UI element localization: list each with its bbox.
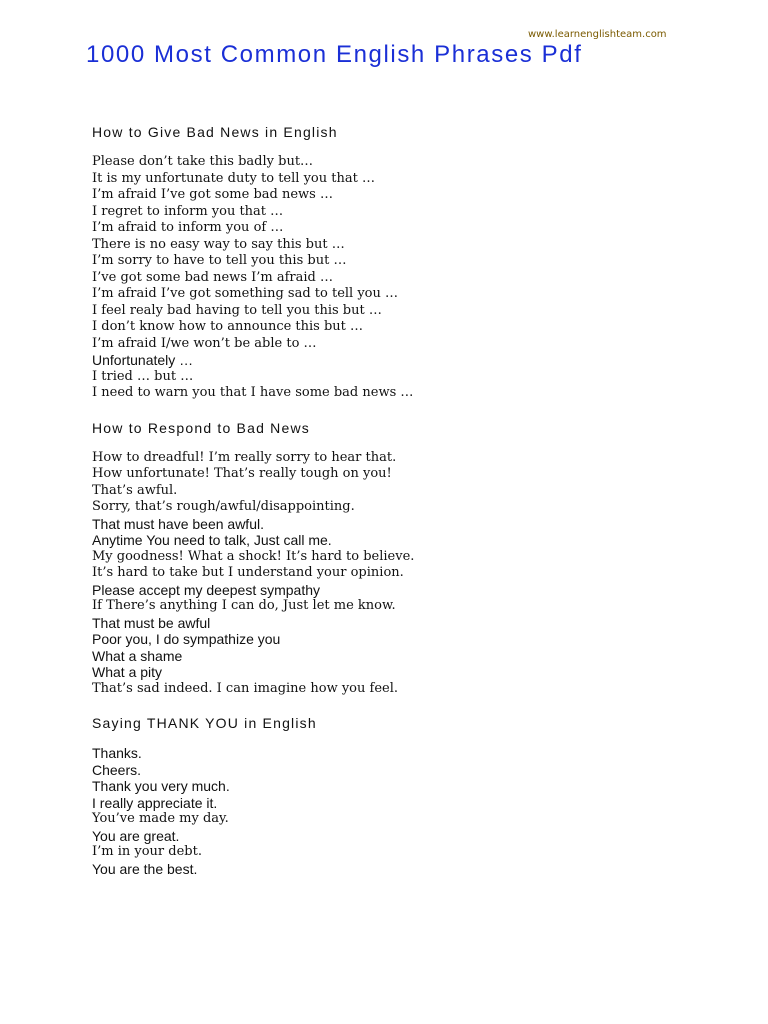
phrase-item: That’s awful. (92, 482, 178, 498)
site-url[interactable]: www.learnenglishteam.com (528, 29, 667, 40)
phrase-item: I’ve got some bad news I’m afraid … (92, 269, 333, 285)
section-heading: Saying THANK YOU in English (92, 715, 317, 731)
phrase-item: Thanks. (92, 745, 142, 761)
phrase-item: If There’s anything I can do, Just let me know. (92, 598, 396, 613)
phrase-item: How unfortunate! That’s really tough on you! (92, 466, 392, 481)
phrase-item: I regret to inform you that … (92, 203, 284, 219)
section-heading: How to Give Bad News in English (92, 124, 338, 140)
phrase-item: What a shame (92, 647, 183, 664)
phrase-item: I need to warn you that I have some bad news … (92, 385, 414, 400)
section-thank-you (92, 713, 732, 877)
phrase-item: I don’t know how to announce this but … (92, 319, 364, 334)
phrase-item: How to dreadful! I’m really sorry to hear that. (92, 449, 397, 465)
section-heading: How to Respond to Bad News (92, 419, 310, 436)
phrase-item: Unfortunately … (92, 352, 194, 368)
phrase-item: I feel realy bad having to tell you this but … (92, 302, 382, 318)
phrase-list (92, 154, 732, 402)
phrase-item: You are the best. (92, 860, 198, 877)
phrase-item: Please don’t take this badly but… (92, 154, 314, 169)
phrase-item: Please accept my deepest sympathy (92, 581, 321, 598)
section-give-bad-news (92, 122, 732, 402)
phrase-item: It is my unfortunate duty to tell you that … (92, 170, 375, 186)
phrase-item: I tried … but … (92, 368, 194, 384)
phrase-item: That’s sad indeed. I can imagine how you feel. (92, 680, 398, 696)
phrase-item: Sorry, that’s rough/awful/disappointing. (92, 499, 355, 514)
section-respond-bad-news (92, 418, 732, 698)
phrase-item: What a pity (92, 664, 163, 680)
phrase-item: I’m afraid to inform you of … (92, 220, 284, 235)
phrase-item: I’m afraid I’ve got something sad to tell you … (92, 286, 399, 301)
page-title: 1000 Most Common English Phrases Pdf (86, 41, 583, 68)
phrase-item: You are great. (92, 827, 180, 844)
phrase-item: Cheers. (92, 761, 142, 778)
phrase-item: Anytime You need to talk, Just call me. (92, 532, 332, 548)
phrase-item: That must be awful (92, 614, 211, 631)
phrase-list (92, 745, 732, 877)
phrase-item: That must have been awful. (92, 515, 264, 532)
phrase-list (92, 450, 732, 698)
phrase-item: I really appreciate it. (92, 794, 218, 811)
document-body (92, 122, 732, 893)
phrase-item: My goodness! What a shock! It’s hard to believe. (92, 548, 415, 564)
phrase-item: I’m afraid I’ve got some bad news … (92, 187, 333, 202)
phrase-item: Thank you very much. (92, 778, 230, 794)
phrase-item: I’m afraid I/we won’t be able to … (92, 335, 317, 351)
phrase-item: It’s hard to take but I understand your opinion. (92, 565, 404, 580)
phrase-item: You’ve made my day. (92, 811, 229, 826)
phrase-item: There is no easy way to say this but … (92, 236, 345, 252)
phrase-item: I’m sorry to have to tell you this but … (92, 253, 347, 268)
phrase-item: I’m in your debt. (92, 844, 202, 859)
phrase-item: Poor you, I do sympathize you (92, 631, 281, 647)
